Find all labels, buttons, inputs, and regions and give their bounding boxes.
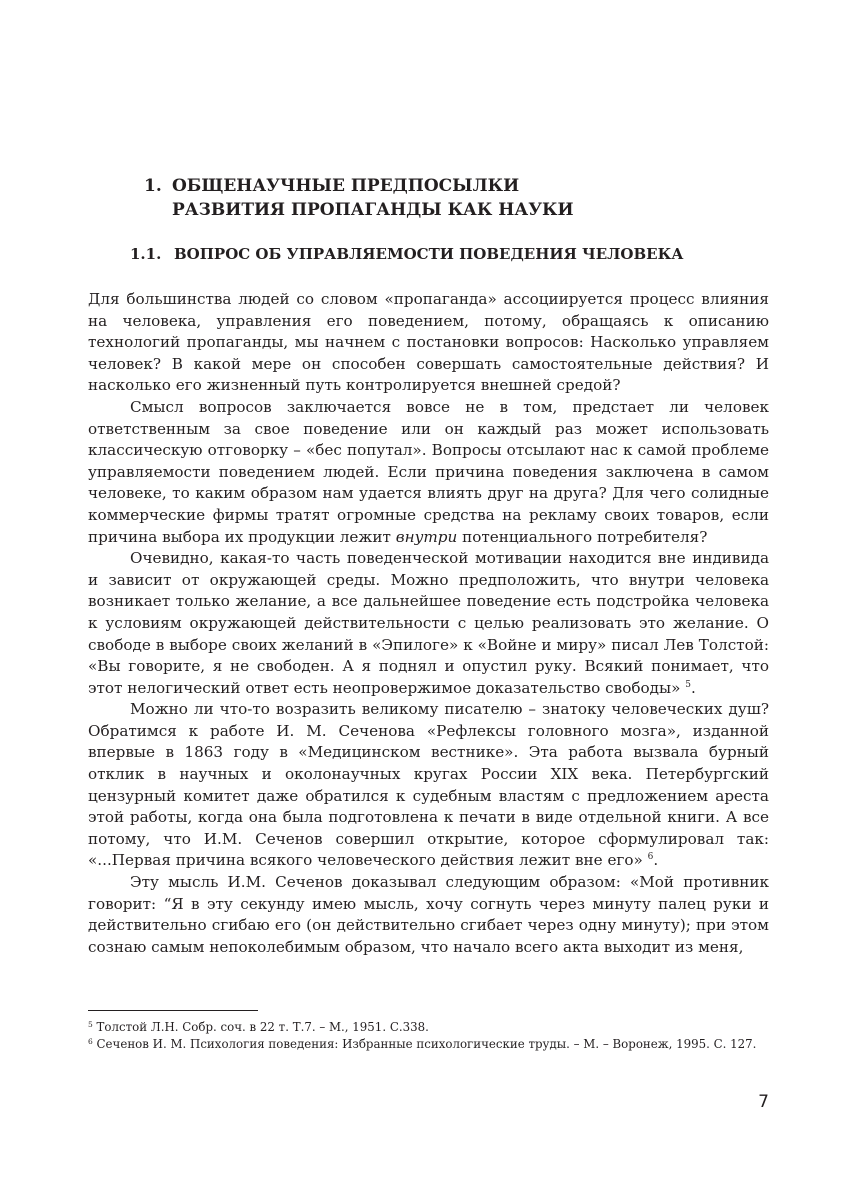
footnotes	[88, 1019, 769, 1052]
chapter-title	[172, 174, 712, 222]
paragraph-4	[88, 699, 769, 872]
paragraph-1: Для большинства людей со словом «пропаганда» ассоциируется процесс влияния на человека, управления его поведением, потому, обращаясь к описанию технологий пропаганды, мы начнем с постановки вопросов: Насколько управляем человек? В какой мере он способен совершать самостоятельные действия? И насколько его жизненный путь контролируется внешней средой?	[88, 290, 769, 395]
footnote-6	[88, 1036, 769, 1053]
chapter-title-line-1: ОБЩЕНАУЧНЫЕ ПРЕДПОСЫЛКИ	[172, 176, 520, 196]
chapter-number: 1.	[144, 176, 162, 196]
paragraph-4-text: Можно ли что-то возразить великому писателю – знатоку человеческих душ? Обратимся к работе И. М. Сеченова «Рефлексы головного мозга», изданной впервые в 1863 году в «Медицинском вестнике». Эта работа вызвала бурный отклик в научных и околонаучных кругах России XIX века. Петербургский цензурный комитет даже обратился к судебным властям с предложением ареста этой работы, когда она была подготовлена к печати в виде отдельной книги. А все потому, что И.М. Сеченов совершил открытие, которое сформулировал так: «...Первая причина всякого человеческого действия лежит вне его»	[88, 700, 769, 870]
paragraph-2-text-b: потенциального потребителя?	[457, 527, 708, 546]
footnote-6-mark: 6	[88, 1036, 93, 1046]
section-title: ВОПРОС ОБ УПРАВЛЯЕМОСТИ ПОВЕДЕНИЯ ЧЕЛОВЕКА	[174, 245, 684, 263]
paragraph-3	[88, 548, 769, 699]
footnote-divider	[88, 1010, 258, 1011]
paragraph-5: Эту мысль И.М. Сеченов доказывал следующим образом: «Мой противник говорит: “Я в эту секунду имею мысль, хочу согнуть через минуту палец руки и действительно сгибаю его (он действительно сгибает через одну минуту); при этом сознаю самым непоколебимым образом, что начало всего акта выходит из меня,	[88, 873, 769, 956]
page-number: 7	[758, 1092, 769, 1112]
paragraph-3-end: .	[690, 678, 696, 697]
body-text	[88, 289, 769, 958]
footnote-ref-6: 6	[647, 852, 654, 863]
footnote-5-text: Толстой Л.Н. Собр. соч. в 22 т. Т.7. – М., 1951. С.338.	[96, 1020, 429, 1034]
paragraph-4-end: .	[653, 851, 659, 870]
paragraph-2-italic: внутри	[395, 527, 458, 546]
section-number: 1.1.	[130, 245, 162, 263]
chapter-title-line-2: РАЗВИТИЯ ПРОПАГАНДЫ КАК НАУКИ	[172, 200, 574, 220]
paragraph-3-text: Очевидно, какая-то часть поведенческой мотивации находится вне индивида и зависит от окружающей среды. Можно предположить, что внутри человека возникает только желание, а все дальнейшее поведение есть подстройка человека к условиям окружающей действительности с целью реализовать это желание. О свободе в выборе своих желаний в «Эпилоге» к «Войне и миру» писал Лев Толстой: «Вы говорите, я не свободен. А я поднял и опустил руку. Всякий понимает, что этот нелогический ответ есть неопровержимое доказательство свободы»	[88, 549, 769, 697]
footnote-5-mark: 5	[88, 1020, 93, 1029]
footnote-ref-5: 5	[685, 679, 691, 690]
footnote-5	[88, 1019, 769, 1036]
paragraph-2-text-a: Смысл вопросов заключается вовсе не в том, предстает ли человек ответственным за свое поведение или он каждый раз может использовать классическую отговорку – «бес попутал». Вопросы отсылают нас к самой проблеме управляемости поведением людей. Если причина поведения заключена в самом человеке, то каким образом нам удается влиять друг на друга? Для чего солидные коммерческие фирмы тратят огромные средства на рекламу своих товаров, если причина выбора их продукции лежит	[88, 397, 769, 546]
paragraph-2	[88, 397, 769, 548]
footnote-6-text: Сеченов И. М. Психология поведения: Избранные психологические труды. – М. – Воронеж, 1995. С. 127.	[96, 1036, 757, 1051]
